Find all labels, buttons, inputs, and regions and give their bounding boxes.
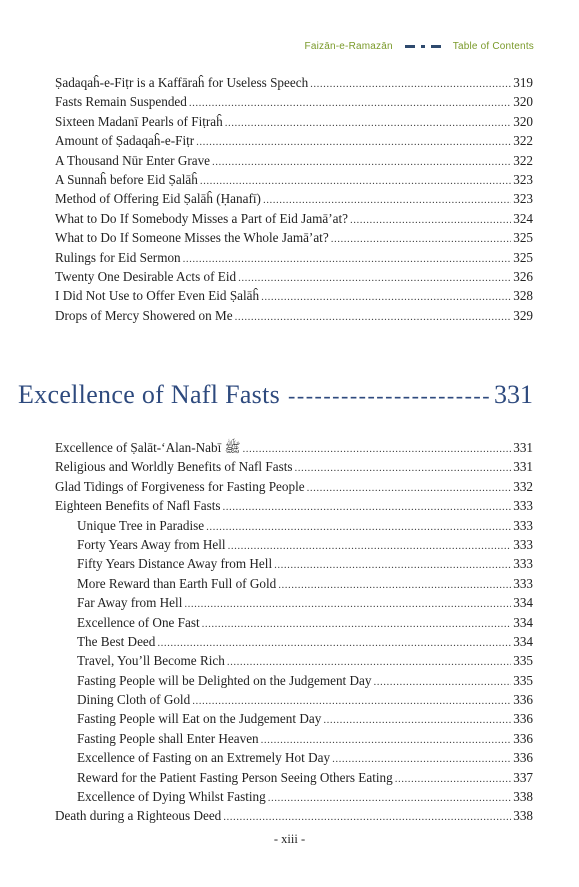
- toc-dot-leader: [192, 695, 511, 707]
- toc-entry-title: Unique Tree in Paradise: [77, 517, 205, 533]
- toc-entry-title: Glad Tidings of Forgiveness for Fasting People: [55, 478, 305, 494]
- toc-entry-title: I Did Not Use to Offer Even Eid Ṣalāĥ: [55, 288, 260, 304]
- toc-entry-page: 331: [513, 459, 533, 475]
- toc-dot-leader: [202, 618, 512, 630]
- toc-entry[interactable]: [55, 576, 533, 595]
- toc-entry-page: 325: [513, 249, 533, 265]
- toc-dot-leader: [228, 540, 512, 552]
- toc-entry-page: 331: [513, 440, 533, 455]
- toc-entry-page: 335: [513, 653, 533, 669]
- toc-entry-page: 336: [513, 692, 533, 708]
- toc-entry[interactable]: [55, 440, 533, 459]
- toc-entry-title: Excellence of One Fast: [77, 614, 200, 630]
- toc-entry-title: Sixteen Madanī Pearls of Fiṭraĥ: [55, 113, 223, 129]
- toc-entry-title: A Thousand Nūr Enter Grave: [55, 152, 211, 168]
- toc-dot-leader: [223, 501, 512, 513]
- toc-entry-page: 336: [513, 711, 533, 727]
- toc-entry-title: More Reward than Earth Full of Gold: [77, 575, 277, 591]
- toc-dot-leader: [206, 521, 511, 533]
- toc-entry-page: 333: [513, 556, 533, 572]
- toc-dot-leader: [331, 233, 512, 245]
- toc-entry[interactable]: [55, 770, 533, 789]
- toc-entry-title: Forty Years Away from Hell: [77, 536, 226, 552]
- toc-entry[interactable]: [55, 133, 533, 152]
- toc-entry[interactable]: [55, 479, 533, 498]
- toc-dot-leader: [261, 734, 512, 746]
- toc-entry-title: Far Away from Hell: [77, 595, 183, 611]
- toc-dot-leader: [278, 579, 511, 591]
- chapter-leader: [288, 383, 490, 409]
- toc-entry-title: Eighteen Benefits of Nafl Fasts: [55, 498, 221, 514]
- toc-entry[interactable]: [55, 498, 533, 517]
- toc-entry-title: Amount of Ṣadaqaĥ-e-Fiṭr: [55, 133, 195, 149]
- toc-list-previous-chapter: [55, 75, 533, 327]
- toc-entry[interactable]: [55, 114, 533, 133]
- toc-entry-title: Fasting People will be Delighted on the Judgement Day: [77, 672, 372, 688]
- toc-entry[interactable]: [55, 308, 533, 327]
- toc-dot-leader: [350, 214, 511, 226]
- toc-entry-title: What to Do If Someone Misses the Whole Jamā’at?: [55, 230, 329, 246]
- toc-entry-title: Twenty One Desirable Acts of Eid: [55, 268, 237, 284]
- toc-entry[interactable]: [55, 75, 533, 94]
- toc-entry-page: 320: [513, 113, 533, 129]
- toc-entry[interactable]: [55, 808, 533, 827]
- toc-dot-leader: [157, 637, 511, 649]
- toc-entry[interactable]: [55, 191, 533, 210]
- toc-entry-page: 334: [513, 595, 533, 611]
- toc-entry-page: 335: [513, 672, 533, 688]
- toc-entry-page: 338: [513, 808, 533, 824]
- toc-entry[interactable]: [55, 288, 533, 307]
- toc-entry-page: 336: [513, 730, 533, 746]
- toc-entry[interactable]: [55, 595, 533, 614]
- toc-entry-page: 323: [513, 191, 533, 207]
- toc-dot-leader: [212, 156, 511, 168]
- toc-entry-page: 322: [513, 152, 533, 168]
- chapter-heading[interactable]: [18, 380, 533, 410]
- toc-entry-title: Dining Cloth of Gold: [77, 692, 191, 708]
- toc-dot-leader: [295, 462, 512, 474]
- toc-entry-page: 328: [513, 288, 533, 304]
- toc-entry-page: 336: [513, 750, 533, 766]
- toc-entry[interactable]: [55, 94, 533, 113]
- toc-entry[interactable]: [55, 172, 533, 191]
- toc-dot-leader: [183, 253, 512, 265]
- toc-entry[interactable]: [55, 615, 533, 634]
- toc-dot-leader: [274, 559, 511, 571]
- toc-entry-title: Excellence of Dying Whilst Fasting: [77, 789, 266, 805]
- chapter-page-number: 331: [494, 380, 533, 409]
- toc-entry-page: 325: [513, 230, 533, 246]
- toc-entry-title: Excellence of Fasting on an Extremely Hot Day: [77, 750, 331, 766]
- toc-entry-title: Travel, You’ll Become Rich: [77, 653, 225, 669]
- toc-dot-leader: [189, 97, 511, 109]
- toc-entry[interactable]: [55, 250, 533, 269]
- toc-dot-leader: [223, 811, 511, 823]
- toc-entry-page: 323: [513, 171, 533, 187]
- toc-entry-title: Fasting People shall Enter Heaven: [77, 730, 259, 746]
- toc-dot-leader: [395, 773, 512, 785]
- toc-entry[interactable]: [55, 153, 533, 172]
- toc-entry[interactable]: [55, 673, 533, 692]
- toc-entry-title: The Best Deed: [77, 633, 156, 649]
- toc-dot-leader: [225, 117, 511, 129]
- toc-entry[interactable]: [55, 269, 533, 288]
- toc-entry-page: 319: [513, 75, 533, 90]
- toc-entry-title: Rulings for Eid Sermon: [55, 249, 181, 265]
- toc-dot-leader: [238, 272, 511, 284]
- toc-entry-page: 333: [513, 575, 533, 591]
- toc-dot-leader: [373, 676, 511, 688]
- toc-dot-leader: [332, 753, 511, 765]
- toc-entry[interactable]: [55, 731, 533, 750]
- book-title: Faizān-e-Ramazān: [304, 41, 393, 52]
- toc-entry-page: 334: [513, 614, 533, 630]
- toc-entry[interactable]: [55, 692, 533, 711]
- toc-entry-page: 337: [513, 769, 533, 785]
- toc-entry[interactable]: [55, 459, 533, 478]
- toc-entry-title: Excellence of Ṣalāt-‘Alan-Nabī ﷺ: [55, 440, 241, 455]
- toc-entry-title: Death during a Righteous Deed: [55, 808, 222, 824]
- toc-entry[interactable]: [55, 556, 533, 575]
- toc-dot-leader: [235, 311, 512, 323]
- toc-dot-leader: [227, 656, 511, 668]
- toc-entry-title: Reward for the Patient Fasting Person Seeing Others Eating: [77, 769, 393, 785]
- toc-entry-title: Religious and Worldly Benefits of Nafl Fasts: [55, 459, 293, 475]
- toc-entry[interactable]: [55, 518, 533, 537]
- toc-entry-title: Drops of Mercy Showered on Me: [55, 307, 233, 323]
- toc-entry-page: 333: [513, 536, 533, 552]
- toc-entry-page: 320: [513, 94, 533, 110]
- toc-entry[interactable]: [55, 750, 533, 769]
- header-separator-icon: [402, 45, 444, 48]
- toc-entry-page: 324: [513, 210, 533, 226]
- toc-entry[interactable]: [55, 653, 533, 672]
- toc-entry[interactable]: [55, 789, 533, 808]
- toc-entry-page: 333: [513, 498, 533, 514]
- toc-dot-leader: [184, 598, 511, 610]
- toc-dot-leader: [310, 78, 511, 90]
- toc-dot-leader: [200, 175, 511, 187]
- toc-dot-leader: [263, 194, 511, 206]
- toc-dot-leader: [323, 714, 511, 726]
- toc-entry[interactable]: [55, 230, 533, 249]
- toc-dot-leader: [268, 792, 511, 804]
- toc-entry-page: 322: [513, 133, 533, 149]
- toc-entry-page: 332: [513, 478, 533, 494]
- toc-entry-title: Method of Offering Eid Ṣalāĥ (Ḥanafī): [55, 191, 261, 207]
- chapter-title: Excellence of Nafl Fasts: [18, 380, 281, 409]
- toc-entry-title: Ṣadaqaĥ-e-Fiṭr is a Kaffāraĥ for Useless Speech: [55, 75, 309, 90]
- toc-list-chapter: [55, 440, 533, 828]
- toc-dot-leader: [261, 291, 511, 303]
- toc-entry[interactable]: [55, 634, 533, 653]
- toc-entry-title: Fasts Remain Suspended: [55, 94, 187, 110]
- toc-entry-page: 333: [513, 517, 533, 533]
- toc-entry-title: A Sunnaĥ before Eid Ṣalāĥ: [55, 171, 198, 187]
- toc-entry-title: Fasting People will Eat on the Judgement Day: [77, 711, 322, 727]
- page-number-footer: - xiii -: [273, 832, 306, 846]
- toc-entry-page: 329: [513, 307, 533, 323]
- toc-dot-leader: [242, 443, 511, 455]
- toc-dot-leader: [307, 482, 512, 494]
- toc-entry-page: 334: [513, 633, 533, 649]
- toc-entry-title: Fifty Years Distance Away from Hell: [77, 556, 273, 572]
- toc-entry-page: 338: [513, 789, 533, 805]
- toc-entry-page: 326: [513, 268, 533, 284]
- toc-entry[interactable]: [55, 537, 533, 556]
- toc-entry[interactable]: [55, 211, 533, 230]
- toc-entry-title: What to Do If Somebody Misses a Part of Eid Jamā’at?: [55, 210, 348, 226]
- running-header: [305, 41, 534, 52]
- toc-entry[interactable]: [55, 711, 533, 730]
- section-title: Table of Contents: [452, 41, 534, 52]
- toc-dot-leader: [196, 136, 511, 148]
